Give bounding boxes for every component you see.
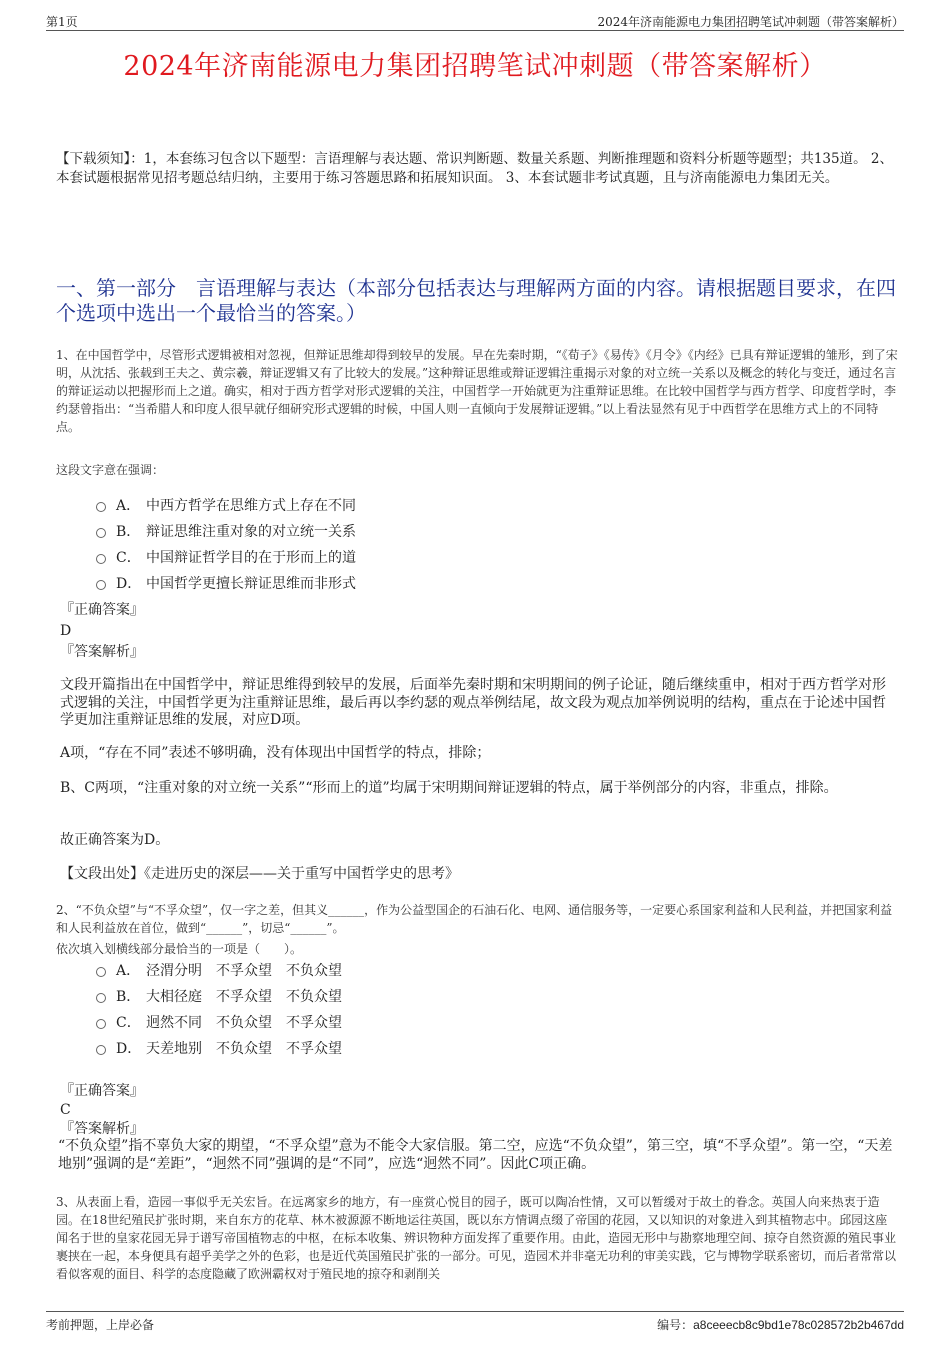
- analysis-paragraph: “不负众望”指不辜负大家的期望，“不孚众望”意为不能令大家信服。第二空，应选“不负众望”，第三空，填“不孚众望”。第一空，“天差地别”强调的是“差距”，“迥然不同”强调的是“不同”，应选“迥然不同”。因此C项正确。: [58, 1138, 893, 1172]
- footer-slogan: 考前押题，上岸必备: [46, 1318, 155, 1332]
- answer-label: 『正确答案』: [60, 1083, 144, 1099]
- answer-value: C: [60, 1102, 71, 1118]
- question-2-options: [96, 958, 596, 1062]
- analysis-label: 『答案解析』: [60, 1121, 144, 1137]
- radio-icon[interactable]: [96, 967, 106, 977]
- analysis-paragraph: 文段开篇指出在中国哲学中，辩证思维得到较早的发展，后面举先秦时期和宋明期间的例子论证，随后继续重申，相对于西方哲学对形式逻辑的关注，中国哲学更为注重辩证思维，最后再以李约瑟的观点举例结尾，故文段为观点加举例说明的结构，重点在于论述中国哲学更加注重辩证思维的发展，对应D项。: [60, 677, 886, 728]
- page-title: 2024年济南能源电力集团招聘笔试冲刺题（带答案解析）: [123, 51, 827, 82]
- option-b[interactable]: B． 辩证思维注重对象的对立统一关系: [96, 519, 596, 545]
- question-2-prompt: 依次填入划横线部分最恰当的一项是（ ）。: [56, 942, 303, 956]
- radio-icon[interactable]: [96, 554, 106, 564]
- option-c[interactable]: C． 中国辩证哲学目的在于形而上的道: [96, 545, 596, 571]
- radio-icon[interactable]: [96, 580, 106, 590]
- radio-icon[interactable]: [96, 528, 106, 538]
- source-citation: 【文段出处】《走进历史的深层——关于重写中国哲学史的思考》: [60, 866, 459, 882]
- question-3-stem: 3、从表面上看，造园一事似乎无关宏旨。在远离家乡的地方，有一座赏心悦目的园子，既可以陶冶性情，又可以暂缓对于故土的眷念。英国人向来热衷于造园。在18世纪殖民扩张时期，来自东方的花草、林木被源源不断地运往英国，既以东方情调点缀了帝国的花园，又以知识的对象进入到其植物志中。邱园这座闻名于世的皇家花园无异于谱写帝国植物志的中枢，在标本收集、辨识物种方面发挥了重要作用。由此，造园无形中与勘察地理空间、掠夺自然资源的殖民事业裹挟在一起，本身便具有超乎美学之外的色彩，也是近代英国殖民扩张的一部分。可见，造园术并非毫无功利的审美实践，它与博物学联系密切，而后者常常以看似客观的面目、科学的态度隐藏了欧洲霸权对于殖民地的掠夺和剥削关: [56, 1195, 897, 1281]
- answer-value: D: [60, 623, 72, 639]
- question-2-stem: 2、“不负众望”与“不孚众望”，仅一字之差，但其义______，作为公益型国企的石油石化、电网、通信服务等，一定要心系国家利益和人民利益，并把国家利益和人民利益放在首位，做到“______”，切忌“______”。: [56, 903, 893, 935]
- page-header: [46, 10, 904, 31]
- header-doc-title: 2024年济南能源电力集团招聘笔试冲刺题（带答案解析）: [597, 15, 904, 29]
- option-d[interactable]: D． 中国哲学更擅长辩证思维而非形式: [96, 571, 596, 597]
- question-1-options: [96, 493, 596, 597]
- radio-icon[interactable]: [96, 502, 106, 512]
- download-notice: 【下载须知】：1，本套练习包含以下题型：言语理解与表达题、常识判断题、数量关系题、判断推理题和资料分析题等题型；共135道。 2、本套试题根据常见招考题总结归纳，主要用于练习答题思路和拓展知识面。 3、本套试题非考试真题，且与济南能源电力集团无关。: [56, 151, 893, 186]
- analysis-paragraph: 故正确答案为D。: [60, 832, 170, 848]
- option-a[interactable]: A． 中西方哲学在思维方式上存在不同: [96, 493, 596, 519]
- page-footer: [46, 1311, 904, 1334]
- answer-label: 『正确答案』: [60, 602, 144, 618]
- question-1-prompt: 这段文字意在强调：: [56, 463, 165, 477]
- option-c[interactable]: C． 迥然不同 不负众望 不孚众望: [96, 1010, 596, 1036]
- option-d[interactable]: D． 天差地别 不负众望 不孚众望: [96, 1036, 596, 1062]
- page-number: 第1页: [46, 15, 78, 29]
- section-heading: 一、第一部分 言语理解与表达（本部分包括表达与理解两方面的内容。请根据题目要求，在四个选项中选出一个最恰当的答案。）: [56, 276, 896, 325]
- option-b[interactable]: B． 大相径庭 不孚众望 不负众望: [96, 984, 596, 1010]
- option-a[interactable]: A． 泾渭分明 不孚众望 不负众望: [96, 958, 596, 984]
- radio-icon[interactable]: [96, 1019, 106, 1029]
- footer-code: 编号：a8ceeecb8c9bd1e78c028572b2b467dd: [657, 1318, 904, 1332]
- question-1-stem: 1、在中国哲学中，尽管形式逻辑被相对忽视，但辩证思维却得到较早的发展。早在先秦时期，“《荀子》《易传》《月令》《内经》已具有辩证逻辑的雏形，到了宋明，从沈括、张载到王夫之、黄宗羲，辩证逻辑又有了比较大的发展。”这种辩证思维或辩证逻辑注重揭示对象的对立统一关系以及概念的转化与变迁，通过名言的辩证运动以把握形而上之道。确实，相对于西方哲学对形式逻辑的关注，中国哲学一开始就更为注重辩证思维。在比较中国哲学与西方哲学、印度哲学时，李约瑟曾指出：“当希腊人和印度人很早就仔细研究形式逻辑的时候，中国人则一直倾向于发展辩证逻辑。”以上看法显然有见于中西哲学在思维方式上的不同特点。: [56, 348, 898, 434]
- radio-icon[interactable]: [96, 993, 106, 1003]
- analysis-label: 『答案解析』: [60, 644, 144, 660]
- analysis-paragraph: B、C两项，“注重对象的对立统一关系”“形而上的道”均属于宋明期间辩证逻辑的特点，属于举例部分的内容，非重点，排除。: [60, 780, 838, 796]
- analysis-paragraph: A项，“存在不同”表述不够明确，没有体现出中国哲学的特点，排除；: [60, 745, 491, 761]
- radio-icon[interactable]: [96, 1045, 106, 1055]
